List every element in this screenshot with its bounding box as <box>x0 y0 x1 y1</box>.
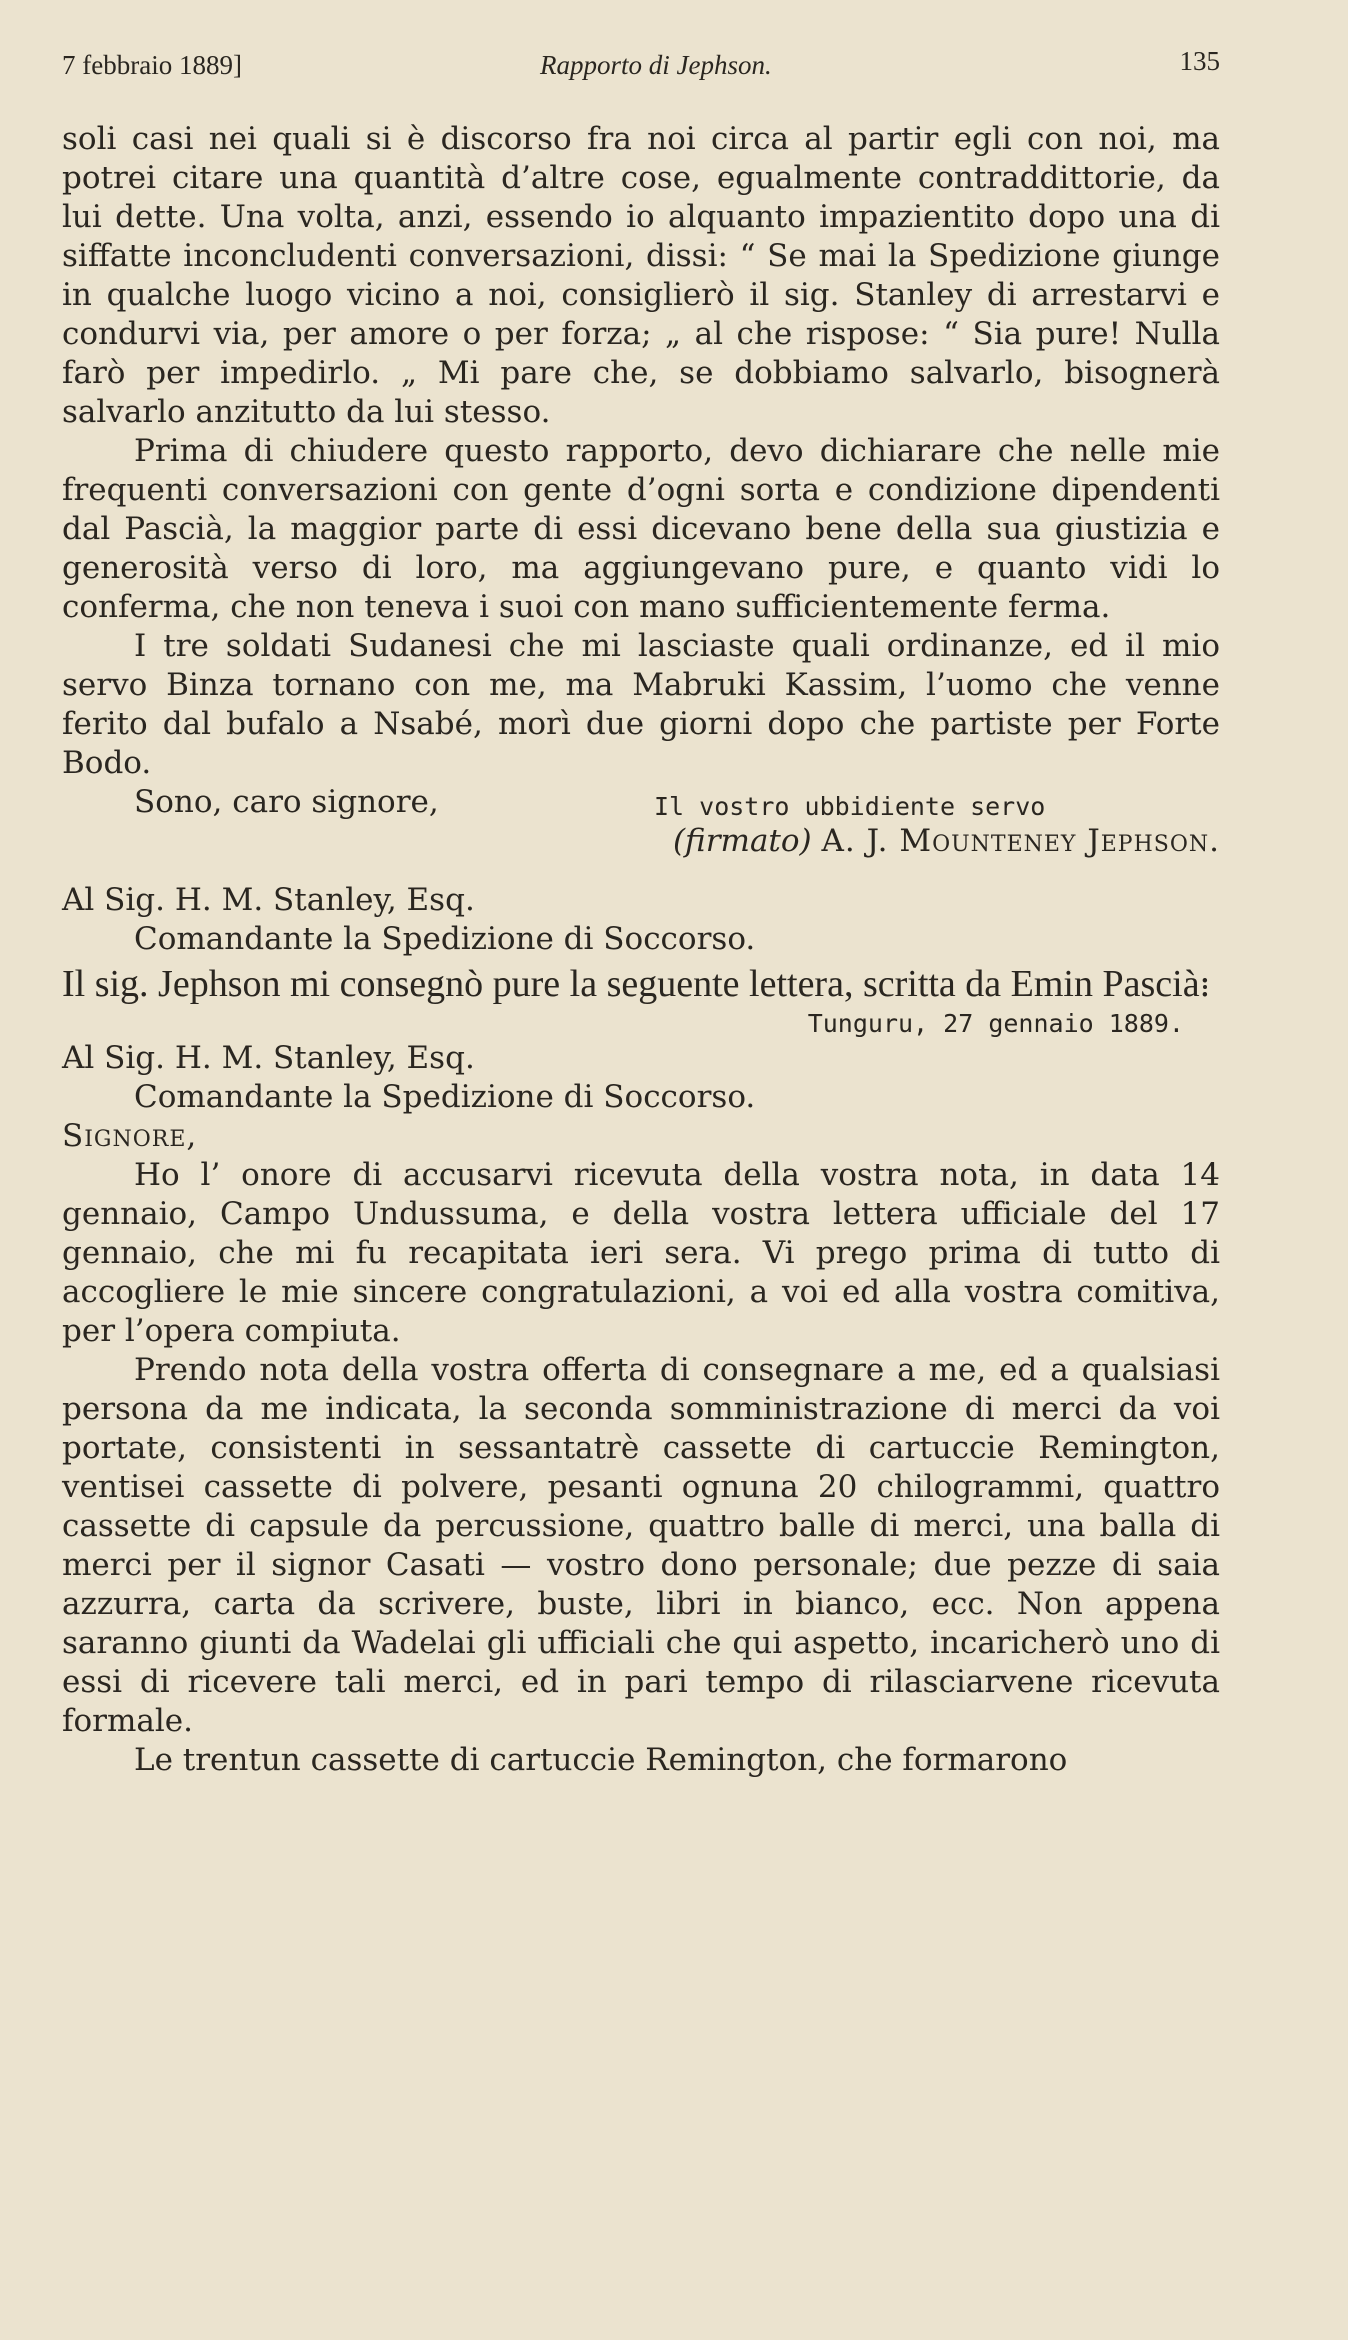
header-date: 7 febbraio 1889] <box>62 50 242 80</box>
letter-paragraph-2: Prendo nota della vostra offerta di consegnare a me, ed a qualsiasi persona da me indicata, la seconda somministrazione di merci da voi portate, consistenti in sessantatrè cassette di cartuccie Remington, ventisei cassette di polvere, pesanti ognuna 20 chilogrammi, quattro cassette di capsule da percussione, quattro balle di merci, una balla di merci per il signor Casati — vostro dono personale; due pezze di saia azzurra, carta da scrivere, buste, libri in bianco, ecc. Non appena saranno giunti da Wadelai gli ufficiali che qui aspetto, incaricherò uno di essi di ricevere tali merci, ed in pari tempo di rilasciarvene ricevuta formale. <box>62 1352 1220 1739</box>
signature-firmato: (firmato) <box>672 823 812 859</box>
letter-paragraph-3: Le trentun cassette di cartuccie Remington, che formarono <box>134 1742 1068 1778</box>
signature-name: A. J. Mounteney Jephson. <box>821 823 1220 859</box>
signature-closing-row <box>62 783 1220 822</box>
letter-salutation: Signore, <box>62 1118 198 1154</box>
letter-address-block <box>62 1039 1220 1117</box>
page-body <box>62 120 1220 1780</box>
signature-servant: Il vostro ubbidiente servo <box>654 792 1046 821</box>
letter-address-line-1: Al Sig. H. M. Stanley, Esq. <box>62 1040 475 1076</box>
address-line-1: Al Sig. H. M. Stanley, Esq. <box>62 882 475 918</box>
intro-text: Il sig. Jephson mi consegnò pure la seguente lettera, scritta da Emin Pascià: <box>62 963 1211 1005</box>
address-block <box>62 881 1220 959</box>
paragraph-continuation: soli casi nei quali si è discorso fra noi circa al partir egli con noi, ma potrei citare una quantità d’altre cose, egualmente contraddittorie, da lui dette. Una volta, anzi, essendo io alquanto impazientito dopo una di siffatte inconcludenti conversazioni, dissi: “ Se mai la Spedizione giunge in qualche luogo vicino a noi, consiglierò il sig. Stanley di arrestarvi e condurvi via, per amore o per forza; „ al che rispose: “ Sia pure! Nulla farò per impedirlo. „ Mi pare che, se dobbiamo salvarlo, bisognerà salvarlo anzitutto da lui stesso. <box>62 121 1220 430</box>
address-line-2: Comandante la Spedizione di Soccorso. <box>134 921 756 957</box>
letter-address-line-2: Comandante la Spedizione di Soccorso. <box>134 1079 756 1115</box>
page-number: 135 <box>1179 46 1220 76</box>
signature-line <box>62 822 1220 861</box>
paragraph-closing-remarks: Prima di chiudere questo rapporto, devo dichiarare che nelle mie frequenti conversazioni con gente d’ogni sorta e condizione dipendenti dal Pascià, la maggior parte di essi dicevano bene della sua giustizia e generosità verso di loro, ma aggiungevano pure, e quanto vidi lo conferma, che non teneva i suoi con mano sufficientemente ferma. <box>62 433 1220 625</box>
paragraph-soldiers: I tre soldati Sudanesi che mi lasciaste quali ordinanze, ed il mio servo Binza tornano con me, ma Mabruki Kassim, l’uomo che venne ferito dal bufalo a Nsabé, morì due giorni dopo che partiste per Forte Bodo. <box>62 628 1220 781</box>
letter-paragraph-1: Ho l’ onore di accusarvi ricevuta della vostra nota, in data 14 gennaio, Campo Undussuma, e della vostra lettera ufficiale del 17 gennaio, che mi fu recapitata ieri sera. Vi prego prima di tutto di accogliere le mie sincere congratulazioni, a voi ed alla vostra comitiva, per l’opera compiuta. <box>62 1157 1220 1349</box>
running-header <box>62 46 1220 90</box>
letter-date: Tunguru, 27 gennaio 1889. <box>807 1009 1184 1038</box>
header-title: Rapporto di Jephson. <box>540 50 772 80</box>
signature-closing: Sono, caro signore, <box>134 784 439 820</box>
